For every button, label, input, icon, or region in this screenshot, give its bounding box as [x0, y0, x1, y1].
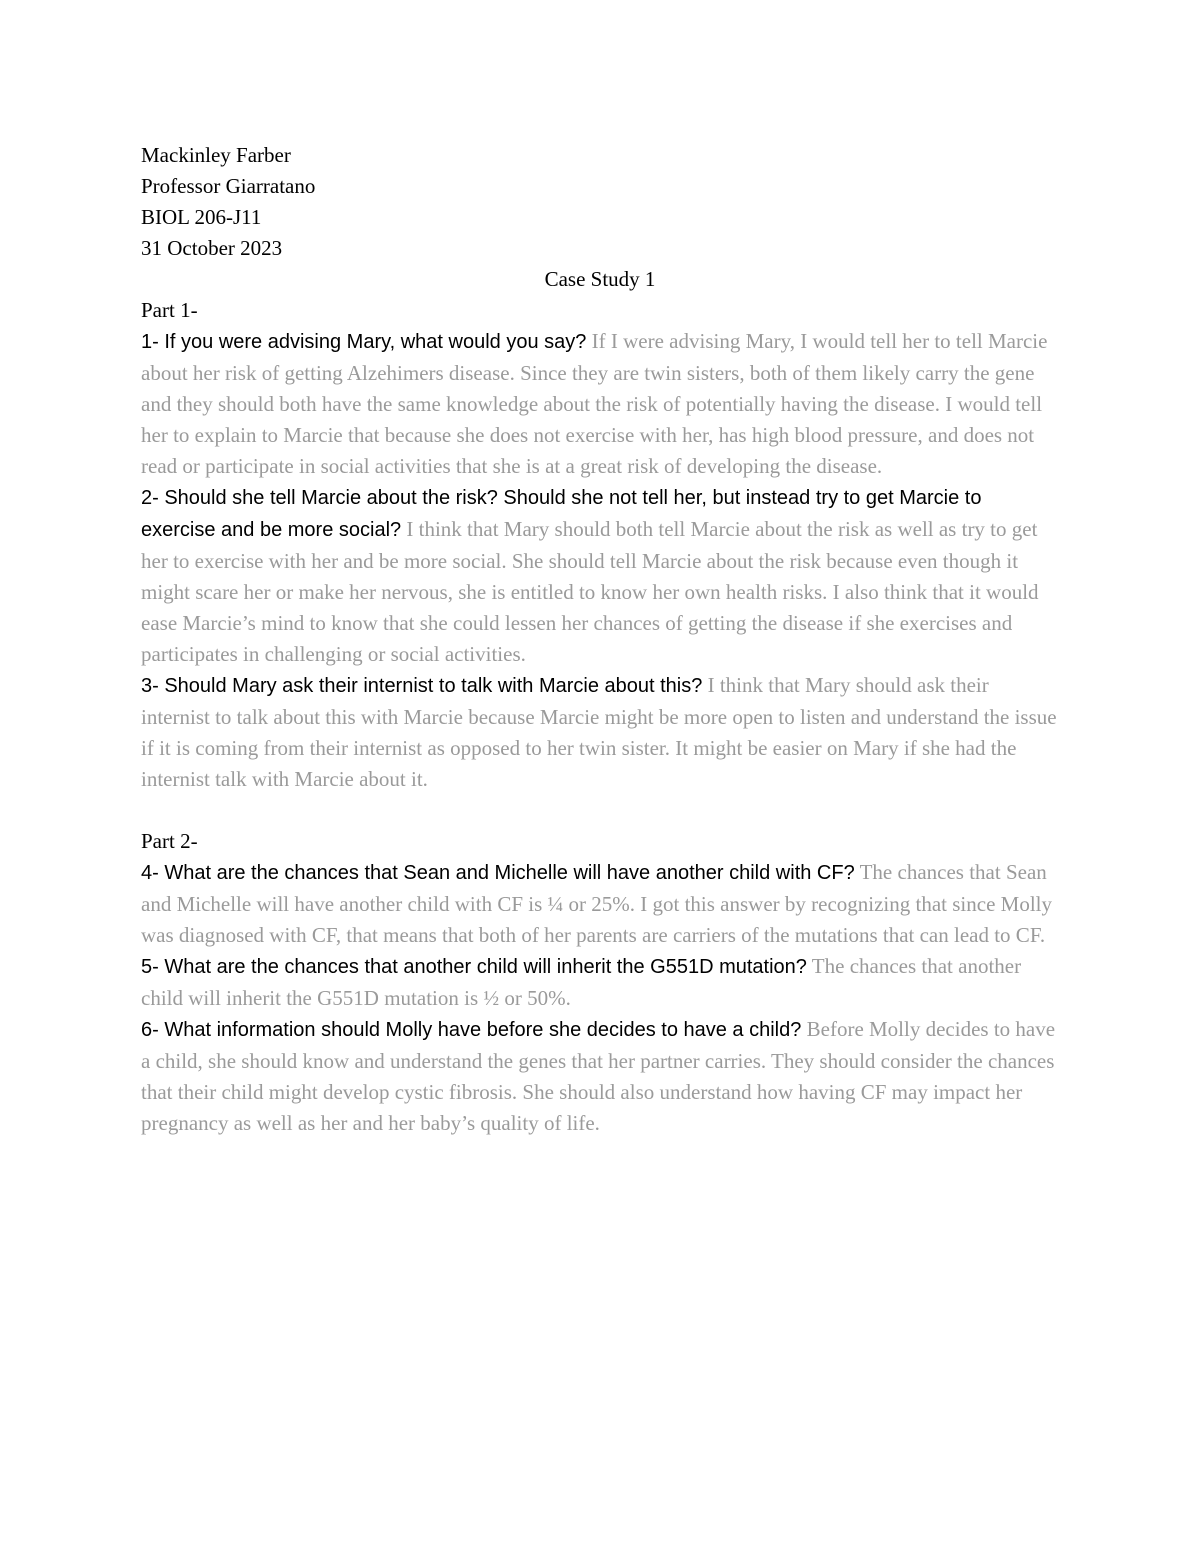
qa-item-6: [141, 1014, 1059, 1139]
qa-item-1: [141, 326, 1059, 482]
qa-item-5: [141, 951, 1059, 1014]
part2-heading: Part 2-: [141, 829, 198, 853]
part1-heading: Part 1-: [141, 298, 198, 322]
question-3: 3- Should Mary ask their internist to talk with Marcie about this?: [141, 675, 703, 697]
professor-name: Professor Giarratano: [141, 174, 316, 198]
document-date: 31 October 2023: [141, 236, 283, 260]
qa-item-4: [141, 857, 1059, 951]
question-5: 5- What are the chances that another child will inherit the G551D mutation?: [141, 956, 807, 978]
course-code: BIOL 206-J11: [141, 205, 262, 229]
question-2: 2- Should she tell Marcie about the risk? Should she not tell her, but instead try to get Marcie to exercise and be more social?: [141, 487, 982, 541]
document-page: [141, 140, 1059, 1139]
answer-6: Before Molly decides to have a child, she should know and understand the genes that her partner carries. They should consider the chances that their child might develop cystic fibrosis. She should also understand how having CF may impact her pregnancy as well as her and her baby’s quality of life.: [141, 1017, 1056, 1135]
answer-2: I think that Mary should both tell Marcie about the risk as well as try to get her to exercise with her and be more social. She should tell Marcie about the risk because even though it might scare her or make her nervous, she is entitled to know her own health risks. I also think that it would ease Marcie’s mind to know that she could lessen her chances of getting the disease if she exercises and participates in challenging or social activities.: [141, 517, 1039, 666]
question-1: 1- If you were advising Mary, what would you say?: [141, 331, 587, 353]
document-title: Case Study 1: [544, 267, 656, 291]
qa-item-3: [141, 670, 1059, 795]
question-6: 6- What information should Molly have before she decides to have a child?: [141, 1019, 802, 1041]
question-4: 4- What are the chances that Sean and Michelle will have another child with CF?: [141, 862, 855, 884]
section-spacer: [141, 795, 1059, 826]
answer-4: The chances that Sean and Michelle will have another child with CF is ¼ or 25%. I got this answer by recognizing that since Molly was diagnosed with CF, that means that both of her parents are carriers of the mutations that can lead to CF.: [141, 860, 1052, 947]
answer-1: If I were advising Mary, I would tell her to tell Marcie about her risk of getting Alzehimers disease. Since they are twin sisters, both of them likely carry the gene and they should both have the same knowledge about the risk of potentially having the disease. I would tell her to explain to Marcie that because she does not exercise with her, has high blood pressure, and does not read or participate in social activities that she is at a great risk of developing the disease.: [141, 329, 1048, 478]
qa-item-2: [141, 482, 1059, 670]
answer-3: I think that Mary should ask their internist to talk about this with Marcie because Marcie might be more open to listen and understand the issue if it is coming from their internist as opposed to her twin sister. It might be easier on Mary if she had the internist talk with Marcie about it.: [141, 673, 1057, 791]
student-name: Mackinley Farber: [141, 143, 291, 167]
answer-5: The chances that another child will inherit the G551D mutation is ½ or 50%.: [141, 954, 1022, 1010]
